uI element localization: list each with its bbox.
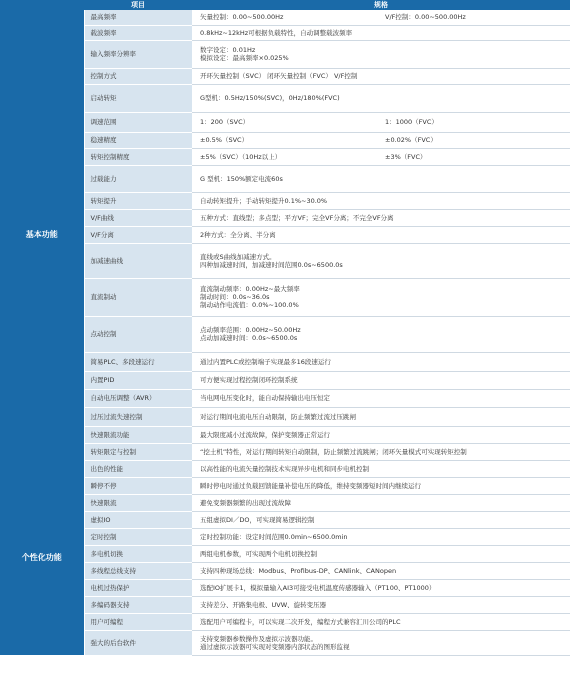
spec-text: 对运行期间电流电压自动限制，防止频繁过流过压跳闸 — [200, 412, 356, 421]
spec-cell — [192, 278, 570, 316]
item-label: 加减速曲线 — [84, 243, 192, 278]
spec-text: 可方便实现过程控制闭环控制系统 — [200, 376, 298, 384]
spec-text: 直流制动频率：0.00Hz~最大频率 — [200, 285, 300, 293]
spec-text: 直线或S曲线加减速方式。 — [200, 252, 276, 261]
spec-text: 瞬时停电时通过负载回馈能量补偿电压的降低，维持变频器短时间内继续运行 — [200, 481, 421, 490]
spec-cell — [192, 192, 570, 209]
spec-cell — [192, 389, 570, 407]
table-row — [0, 316, 570, 352]
spec-cell — [192, 528, 570, 545]
spec-cell — [192, 148, 570, 165]
spec-text: 1：200（SVC） — [200, 118, 250, 126]
item-label: 多电机切换 — [84, 545, 192, 562]
spec-text: ±0.02%（FVC） — [385, 136, 437, 144]
table-row — [0, 613, 570, 630]
spec-text: 五组虚拟DI／DO，可实现简易逻辑控制 — [200, 515, 315, 524]
item-label: 稳速精度 — [84, 132, 192, 148]
spec-cell — [192, 460, 570, 477]
item-label: 定时控制 — [84, 528, 192, 545]
spec-text: 制动时间：0.0s~36.0s — [200, 293, 270, 301]
item-label: 虚拟IO — [84, 511, 192, 528]
item-label: 过压过流失速控制 — [84, 407, 192, 426]
table-row — [0, 148, 570, 165]
spec-text: 两组电机参数，可实现两个电机切换控制 — [200, 549, 317, 558]
spec-text: 自动转矩提升；手动转矩提升0.1%~30.0% — [200, 196, 328, 205]
table-row — [0, 371, 570, 389]
spec-cell — [192, 562, 570, 579]
table-row — [0, 579, 570, 596]
table-row — [0, 278, 570, 316]
spec-text: 矢量控制：0.00~500.00Hz — [200, 13, 284, 22]
spec-text: 当电网电压变化时，能自动保持输出电压恒定 — [200, 394, 330, 402]
table-row — [0, 443, 570, 460]
item-label: 快速限流 — [84, 494, 192, 511]
item-label: 多编码器支持 — [84, 596, 192, 613]
header-item: 项目 — [84, 0, 192, 10]
spec-cell — [192, 613, 570, 630]
spec-cell — [192, 511, 570, 528]
header-spec: 规格 — [192, 0, 570, 10]
item-label: 电机过热保护 — [84, 579, 192, 596]
spec-cell — [192, 352, 570, 371]
item-label: 过载能力 — [84, 165, 192, 192]
spec-text: ±5%（SVC）（10Hz以上） — [200, 152, 282, 161]
spec-cell — [192, 132, 570, 148]
spec-text: 数字设定：0.01Hz — [200, 46, 256, 54]
item-label: 简易PLC、多段速运行 — [84, 352, 192, 371]
item-label: 直流制动 — [84, 278, 192, 316]
spec-text: V/F控制：0.00~500.00Hz — [385, 13, 466, 22]
table-row — [0, 389, 570, 407]
spec-text: 通过内置PLC或控制端子实现最多16段速运行 — [200, 357, 331, 366]
item-label: V/F曲线 — [84, 209, 192, 226]
spec-cell — [192, 243, 570, 278]
spec-cell — [192, 165, 570, 192]
table-header — [0, 0, 570, 10]
spec-text: 点动加减速时间：0.0s~6500.0s — [200, 334, 298, 342]
table-row — [0, 209, 570, 226]
table-row — [0, 511, 570, 528]
table-row — [0, 545, 570, 562]
spec-text: G型机：0.5Hz/150%(SVC)，0Hz/180%(FVC) — [200, 94, 340, 102]
table-row — [0, 596, 570, 613]
spec-cell — [192, 25, 570, 40]
spec-text: 定时控制功能：设定时间范围0.0min~6500.0min — [200, 532, 348, 541]
item-label: 用户可编程 — [84, 613, 192, 630]
spec-cell — [192, 630, 570, 655]
spec-cell — [192, 579, 570, 596]
spec-text: 1：1000（FVC） — [385, 118, 438, 126]
table-row — [0, 40, 570, 68]
spec-cell — [192, 371, 570, 389]
table-row — [0, 25, 570, 40]
spec-cell — [192, 112, 570, 132]
spec-cell — [192, 40, 570, 68]
table-row — [0, 10, 570, 25]
spec-text: 0.8kHz~12kHz可根据负载特性，自动调整载波频率 — [200, 28, 353, 37]
spec-text: 五种方式：直线型；多点型；平方VF；完全VF分离；不完全VF分离 — [200, 213, 394, 222]
header-blank — [0, 0, 84, 10]
spec-text: 通过虚拟示波器可实现对变频器内部状态的图形监视 — [200, 642, 350, 651]
spec-text: 四种加减速时间，加减速时间范围0.0s~6500.0s — [200, 260, 343, 269]
spec-text: 模拟设定：最高频率×0.025% — [200, 54, 289, 62]
item-label: 转矩限定与控制 — [84, 443, 192, 460]
spec-cell — [192, 10, 570, 25]
item-label: 输入频率分辨率 — [84, 40, 192, 68]
spec-cell — [192, 477, 570, 494]
spec-text: 支持变频器参数操作及虚拟示波器功能。 — [200, 634, 317, 643]
table-row — [0, 562, 570, 579]
item-label: 调速范围 — [84, 112, 192, 132]
spec-text: 开环矢量控制（SVC） 闭环矢量控制（FVC） V/F控制 — [200, 72, 358, 80]
spec-cell — [192, 316, 570, 352]
table-row — [0, 132, 570, 148]
item-label: 出色的性能 — [84, 460, 192, 477]
spec-text: 以高性能的电流矢量控制技术实现异步电机和同步电机控制 — [200, 464, 369, 473]
spec-cell — [192, 443, 570, 460]
item-label: 快速限流功能 — [84, 426, 192, 443]
spec-cell — [192, 68, 570, 84]
spec-cell — [192, 209, 570, 226]
spec-text: 支持四种现场总线：Modbus、Profibus-DP、CANlink、CANopen — [200, 566, 397, 575]
item-label: 点动控制 — [84, 316, 192, 352]
spec-text: 支持差分、开路集电极、UVW、旋转变压器 — [200, 600, 327, 609]
spec-text: G 型机：150%额定电流60s — [200, 174, 283, 183]
item-label: 启动转矩 — [84, 84, 192, 112]
table-row — [0, 112, 570, 132]
table-row — [0, 630, 570, 655]
table-row — [0, 352, 570, 371]
spec-text: 选配用户可编程卡，可以实现二次开发，编程方式兼容汇川公司的PLC — [200, 617, 401, 626]
spec-text: 最大限度减小过流故障，保护变频器正常运行 — [200, 430, 330, 439]
spec-text: ±3%（FVC） — [385, 152, 427, 161]
item-label: 瞬停不停 — [84, 477, 192, 494]
spec-cell — [192, 596, 570, 613]
table-row — [0, 243, 570, 278]
item-label: V/F分离 — [84, 226, 192, 243]
table-row — [0, 192, 570, 209]
spec-text: 避免变频器频繁的出现过流故障 — [200, 498, 291, 507]
item-label: 载波频率 — [84, 25, 192, 40]
item-label: 转矩控制精度 — [84, 148, 192, 165]
table-row — [0, 68, 570, 84]
spec-cell — [192, 226, 570, 243]
table-row — [0, 477, 570, 494]
spec-cell — [192, 545, 570, 562]
item-label: 多线程总线支持 — [84, 562, 192, 579]
spec-text: 点动频率范围：0.00Hz~50.00Hz — [200, 326, 301, 334]
table-row — [0, 226, 570, 243]
spec-text: 制动动作电流值：0.0%~100.0% — [200, 301, 299, 309]
table-row — [0, 165, 570, 192]
spec-text: “挖土机”特性，对运行期间转矩自动限制，防止频繁过流跳闸；闭环矢量模式可实现转矩控制 — [200, 447, 467, 456]
spec-text: 选配IO扩展卡1，模拟量输入AI3可接受电机温度传感器输入（PT100、PT1000） — [200, 583, 436, 592]
item-label: 最高频率 — [84, 10, 192, 25]
item-label: 强大的后台软件 — [84, 630, 192, 655]
spec-cell — [192, 426, 570, 443]
spec-cell — [192, 494, 570, 511]
item-label: 控制方式 — [84, 68, 192, 84]
table-row — [0, 460, 570, 477]
table-row — [0, 426, 570, 443]
item-label: 自动电压调整（AVR） — [84, 389, 192, 407]
item-label: 内置PID — [84, 371, 192, 389]
table-row — [0, 407, 570, 426]
spec-cell — [192, 407, 570, 426]
spec-text: 2种方式：全分离、半分离 — [200, 230, 276, 239]
category-label: 基本功能 — [0, 10, 84, 460]
category-label: 个性化功能 — [0, 460, 84, 655]
table-row — [0, 84, 570, 112]
item-label: 转矩提升 — [84, 192, 192, 209]
table-row — [0, 528, 570, 545]
spec-text: ±0.5%（SVC） — [200, 136, 249, 144]
table-row — [0, 494, 570, 511]
spec-cell — [192, 84, 570, 112]
